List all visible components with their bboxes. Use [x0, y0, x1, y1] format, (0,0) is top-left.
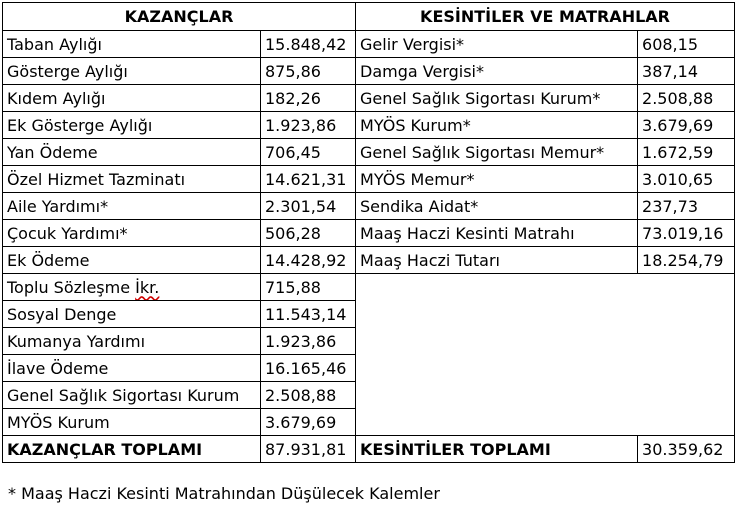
- deductions-value: 18.254,79: [638, 247, 735, 274]
- earnings-value: 16.165,46: [261, 355, 356, 382]
- deductions-label: Sendika Aidat*: [356, 193, 638, 220]
- deductions-value: 3.010,65: [638, 166, 735, 193]
- earnings-value: 875,86: [261, 58, 356, 85]
- earnings-value: 2.301,54: [261, 193, 356, 220]
- earnings-value: 3.679,69: [261, 409, 356, 436]
- earnings-label: [3, 274, 261, 301]
- earnings-value: 715,88: [261, 274, 356, 301]
- earnings-value: 2.508,88: [261, 382, 356, 409]
- earnings-label: İlave Ödeme: [3, 355, 261, 382]
- earnings-value: 182,26: [261, 85, 356, 112]
- deductions-label: Genel Sağlık Sigortası Memur*: [356, 139, 638, 166]
- earnings-label: Kumanya Yardımı: [3, 328, 261, 355]
- deductions-label: Genel Sağlık Sigortası Kurum*: [356, 85, 638, 112]
- earnings-label: Çocuk Yardımı*: [3, 220, 261, 247]
- earnings-total-value: 87.931,81: [261, 436, 356, 463]
- deductions-empty-area: [356, 274, 735, 436]
- earnings-header: KAZANÇLAR: [3, 3, 356, 31]
- totals-row: [3, 436, 735, 463]
- earnings-label: Kıdem Aylığı: [3, 85, 261, 112]
- deductions-label: Maaş Haczi Tutarı: [356, 247, 638, 274]
- earnings-value: 11.543,14: [261, 301, 356, 328]
- deductions-label: Maaş Haczi Kesinti Matrahı: [356, 220, 638, 247]
- earnings-value: 14.621,31: [261, 166, 356, 193]
- spellcheck-flagged-word: İkr.: [135, 277, 160, 297]
- deductions-value: 608,15: [638, 31, 735, 58]
- earnings-label-prefix: Toplu Sözleşme: [7, 277, 136, 297]
- deductions-total-label: KESİNTİLER TOPLAMI: [356, 436, 638, 463]
- earnings-value: 1.923,86: [261, 328, 356, 355]
- table-row: [3, 220, 735, 247]
- earnings-label: Özel Hizmet Tazminatı: [3, 166, 261, 193]
- table-row: [3, 193, 735, 220]
- table-row: [3, 166, 735, 193]
- earnings-label: Ek Ödeme: [3, 247, 261, 274]
- earnings-value: 706,45: [261, 139, 356, 166]
- earnings-label: Ek Gösterge Aylığı: [3, 112, 261, 139]
- earnings-label: Yan Ödeme: [3, 139, 261, 166]
- earnings-label: Genel Sağlık Sigortası Kurum: [3, 382, 261, 409]
- table-row: [3, 247, 735, 274]
- table-row: [3, 58, 735, 85]
- earnings-label: Taban Aylığı: [3, 31, 261, 58]
- table-row: [3, 139, 735, 166]
- deductions-label: Gelir Vergisi*: [356, 31, 638, 58]
- deductions-value: 237,73: [638, 193, 735, 220]
- earnings-value: 1.923,86: [261, 112, 356, 139]
- deductions-label: MYÖS Kurum*: [356, 112, 638, 139]
- deductions-header: KESİNTİLER VE MATRAHLAR: [356, 3, 735, 31]
- deductions-value: 1.672,59: [638, 139, 735, 166]
- earnings-total-label: KAZANÇLAR TOPLAMI: [3, 436, 261, 463]
- earnings-value: 14.428,92: [261, 247, 356, 274]
- deductions-value: 73.019,16: [638, 220, 735, 247]
- earnings-value: 15.848,42: [261, 31, 356, 58]
- earnings-label: MYÖS Kurum: [3, 409, 261, 436]
- earnings-label: Gösterge Aylığı: [3, 58, 261, 85]
- earnings-label: Aile Yardımı*: [3, 193, 261, 220]
- deductions-value: 387,14: [638, 58, 735, 85]
- deductions-total-value: 30.359,62: [638, 436, 735, 463]
- table-row: [3, 31, 735, 58]
- deductions-label: Damga Vergisi*: [356, 58, 638, 85]
- header-row: [3, 3, 735, 31]
- table-row: [3, 274, 735, 301]
- salary-table: [2, 2, 735, 463]
- table-row: [3, 85, 735, 112]
- footnote: * Maaş Haczi Kesinti Matrahından Düşülecek Kalemler: [8, 484, 440, 503]
- deductions-label: MYÖS Memur*: [356, 166, 638, 193]
- deductions-value: 3.679,69: [638, 112, 735, 139]
- deductions-value: 2.508,88: [638, 85, 735, 112]
- earnings-value: 506,28: [261, 220, 356, 247]
- table-row: [3, 112, 735, 139]
- earnings-label: Sosyal Denge: [3, 301, 261, 328]
